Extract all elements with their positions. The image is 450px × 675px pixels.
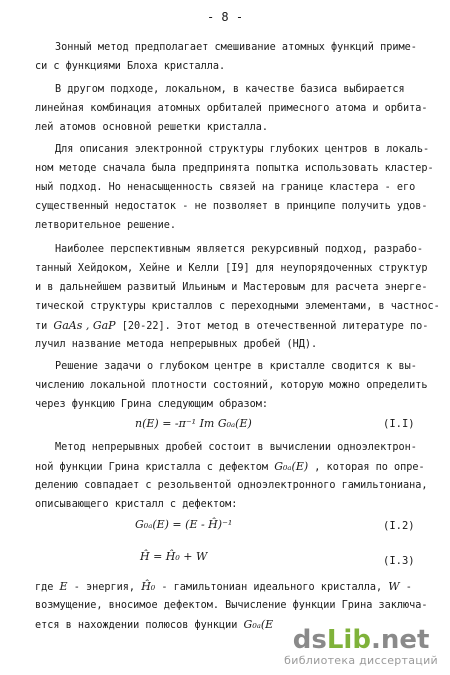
- text-line: делению совпадает с резольвентой одноэлектронного гамильтониана,: [35, 480, 428, 491]
- text-line: си с функциями Блоха кристалла.: [35, 61, 226, 72]
- text-line: Для описания электронной структуры глубоких центров в локаль-: [55, 144, 430, 155]
- text-line: где E - энергия, Ĥ₀ - гамильтониан идеального кристалла, W -: [35, 580, 412, 593]
- text-line: Зонный метод предполагает смешивание атомных функций приме-: [55, 42, 417, 53]
- text-line: Решение задачи о глубоком центре в кристалле сводится к вы-: [55, 361, 417, 372]
- text-line: возмущение, вносимое дефектом. Вычисление функции Грина заключа-: [35, 600, 428, 611]
- text-line: числению локальной плотности состояний, которую можно определить: [35, 380, 428, 391]
- text-line: через функцию Грина следующим образом:: [35, 399, 269, 410]
- text-line: описывающего кристалл с дефектом:: [35, 499, 238, 510]
- equation-formula: n(E) = -π⁻¹ Im G₀ₐ(E): [135, 417, 252, 430]
- text-line: линейная комбинация атомных орбиталей примесного атома и орбита-: [35, 103, 428, 114]
- text-line: лучил название метода непрерывных дробей (НД).: [35, 339, 318, 350]
- handwritten-formula: GaAs , GaP: [53, 319, 116, 332]
- text-line: ном методе сначала была предпринята попытка использовать кластер-: [35, 163, 434, 174]
- text-line: В другом подходе, локальном, в качестве базиса выбирается: [55, 84, 405, 95]
- text-line: тической структуры кристаллов с переходными элементами, в частнос-: [35, 301, 440, 312]
- text-line: ной функции Грина кристалла с дефектом G₀ₐ(E) , которая по опре-: [35, 460, 425, 473]
- text-line: ти GaAs , GaP [20-22]. Этот метод в отечественной литературе по-: [35, 319, 429, 332]
- text-line: существенный недостаток - не позволяет в принципе получить удов-: [35, 201, 428, 212]
- page-number: - 8 -: [206, 10, 244, 24]
- text-line: Метод непрерывных дробей состоит в вычислении одноэлектрон-: [55, 442, 417, 453]
- text-line: ный подход. Но ненасыщенность связей на границе кластера - его: [35, 182, 416, 193]
- text-line: лей атомов основной решетки кристалла.: [35, 122, 269, 133]
- watermark-logo: dsLib.net библиотека диссертаций: [280, 624, 442, 669]
- text-line: летворительное решение.: [35, 220, 177, 231]
- watermark-subtitle: библиотека диссертаций: [284, 654, 438, 667]
- equation-number: (I.2): [383, 520, 415, 532]
- handwritten-formula: G₀ₐ(E): [274, 460, 309, 473]
- text-line: танный Хейдоком, Хейне и Келли [I9] для неупорядоченных структур: [35, 263, 428, 274]
- text-line: и в дальнейшем развитый Ильиным и Мастеровым для расчета энерге-: [35, 282, 428, 293]
- text-line: Наиболее перспективным является рекурсивный подход, разрабо-: [55, 244, 424, 255]
- equation-formula: Ĥ = Ĥ₀ + W: [140, 550, 208, 563]
- equation-formula: G₀ₐ(E) = (E - Ĥ)⁻¹: [135, 518, 233, 531]
- equation-number: (I.3): [383, 555, 415, 567]
- text-line: ется в нахождении полюсов функции G₀ₐ(E: [35, 618, 274, 631]
- equation-number: (I.I): [383, 418, 415, 430]
